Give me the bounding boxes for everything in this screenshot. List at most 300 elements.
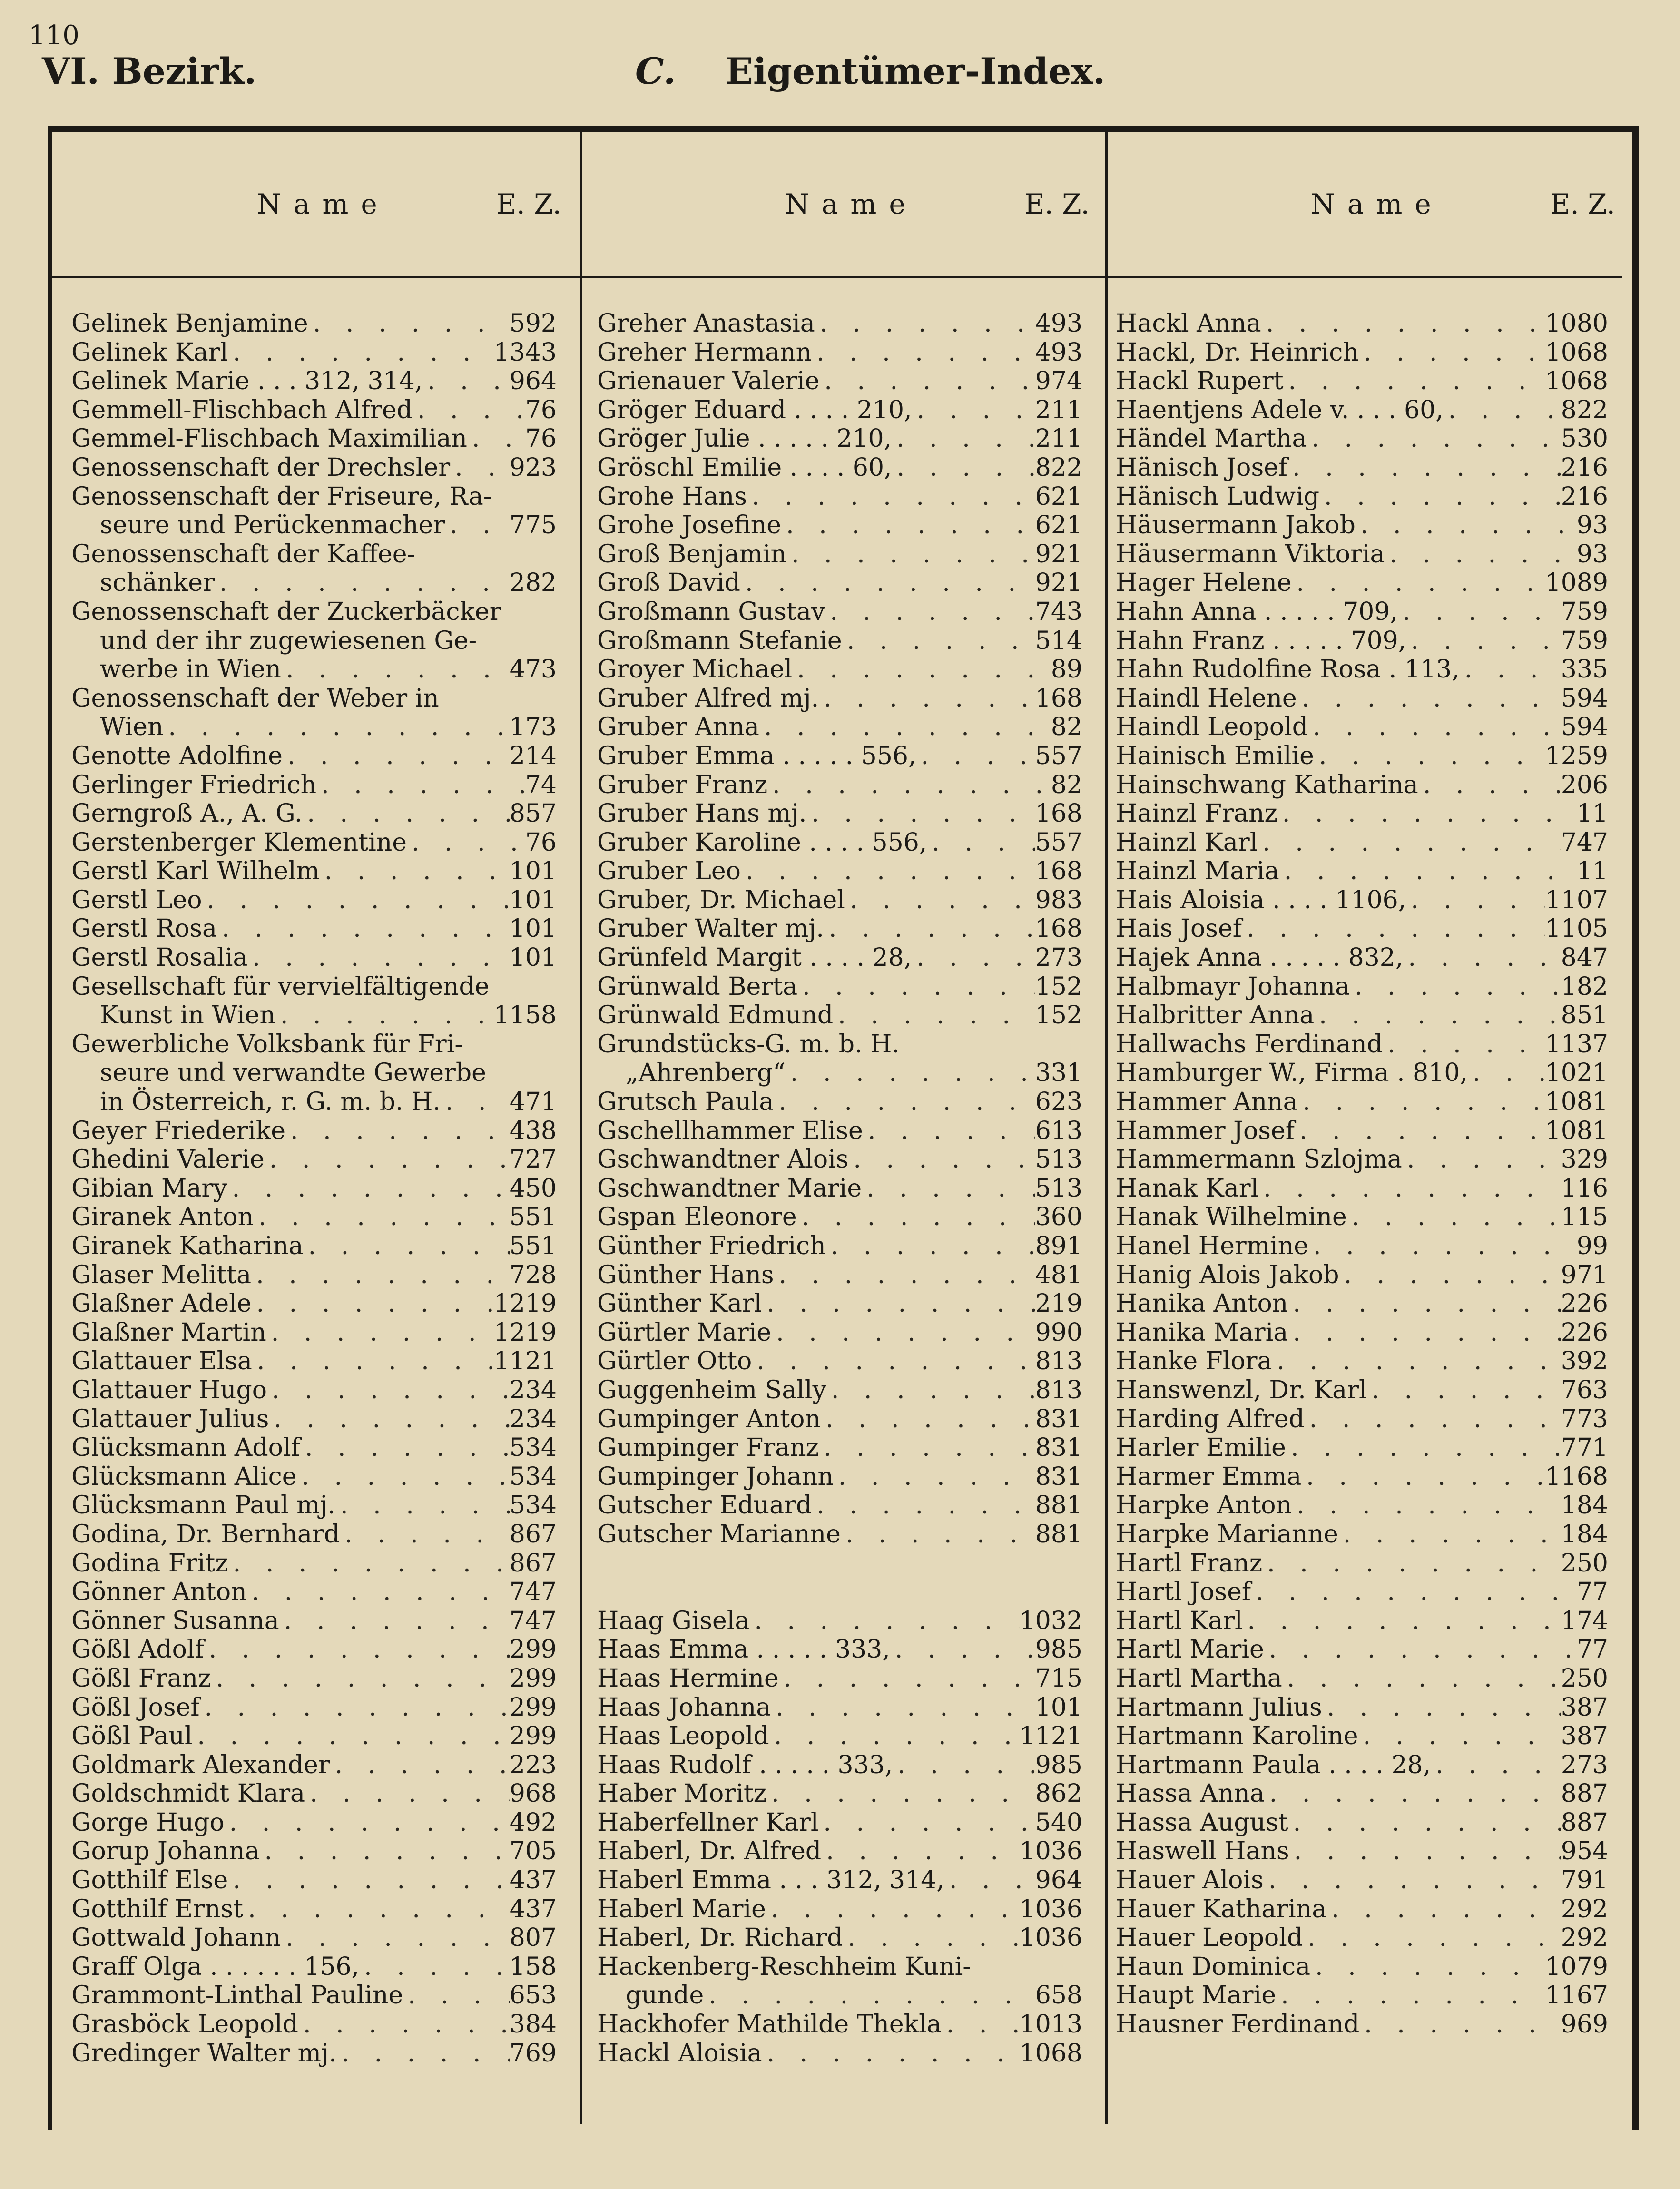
ez-number: 89 xyxy=(1051,655,1082,684)
leader-dots xyxy=(824,914,1035,943)
ez-number: 594 xyxy=(1561,684,1608,713)
leader-dots xyxy=(812,1491,1035,1520)
owner-name: Greher Anastasia xyxy=(597,309,815,338)
owner-name: Hanak Wilhelmine xyxy=(1116,1203,1347,1232)
owner-name: Hais Aloisia . . . . 1106, xyxy=(1116,885,1406,914)
ez-number: 216 xyxy=(1561,482,1608,511)
leader-dots xyxy=(1277,799,1577,828)
ez-number: 857 xyxy=(509,799,557,828)
index-entry xyxy=(1116,857,1608,886)
leader-dots xyxy=(826,1232,1035,1261)
owner-name: Hartmann Karoline xyxy=(1116,1722,1358,1751)
index-entry xyxy=(1116,309,1608,338)
owner-name: Hackl Rupert xyxy=(1116,367,1284,396)
owner-name: Gschwandtner Alois xyxy=(597,1145,849,1174)
owner-name: Gottwald Johann xyxy=(71,1924,281,1953)
index-entry xyxy=(71,367,557,396)
leader-dots xyxy=(1359,338,1545,367)
ez-number: 11 xyxy=(1576,857,1608,886)
leader-dots xyxy=(1289,1837,1561,1866)
owner-name: Hajek Anna . . . . . 832, xyxy=(1116,943,1404,972)
ez-number: 387 xyxy=(1561,1693,1608,1722)
owner-name: Gewerbliche Volksbank für Fri- xyxy=(71,1030,463,1059)
ez-number: 813 xyxy=(1035,1375,1082,1404)
ez-number: 831 xyxy=(1035,1433,1082,1463)
owner-name: Graff Olga . . . . . . 156, xyxy=(71,1952,360,1981)
owner-name: Haas Rudolf . . . . . 333, xyxy=(597,1750,893,1779)
ez-number: 727 xyxy=(509,1145,557,1174)
leader-dots xyxy=(1326,1895,1561,1924)
ez-number: 384 xyxy=(509,2010,557,2039)
index-entry xyxy=(1116,1405,1608,1434)
ez-number: 1259 xyxy=(1545,741,1608,770)
leader-dots xyxy=(252,1289,494,1318)
index-entry xyxy=(597,713,1082,742)
owner-name: Haindl Helene xyxy=(1116,684,1297,713)
ez-number: 471 xyxy=(509,1088,557,1117)
index-entry xyxy=(1116,1895,1608,1924)
owner-name: Gröger Eduard . . . . 210, xyxy=(597,395,912,424)
ez-number: 234 xyxy=(509,1375,557,1404)
index-entry xyxy=(1116,972,1608,1001)
leader-dots xyxy=(1261,309,1545,338)
index-entry xyxy=(71,1117,557,1146)
ez-number: 152 xyxy=(1035,1001,1082,1030)
leader-dots xyxy=(834,1463,1035,1492)
leader-dots xyxy=(819,684,1035,713)
ez-number: 152 xyxy=(1035,972,1082,1001)
index-entry xyxy=(71,1030,557,1059)
index-entry xyxy=(71,1405,557,1434)
section-title: Eigentümer-Index. xyxy=(726,50,1106,92)
index-entry xyxy=(71,482,557,511)
leader-dots xyxy=(1251,1578,1577,1607)
ez-number: 1032 xyxy=(1019,1606,1082,1635)
leader-dots xyxy=(275,1001,494,1030)
owner-name: Haupt Marie xyxy=(1116,1981,1277,2010)
owner-name: Halbmayr Johanna xyxy=(1116,972,1350,1001)
leader-dots xyxy=(1314,742,1545,771)
leader-dots xyxy=(204,1635,510,1664)
header-divider xyxy=(52,276,1622,278)
leader-dots xyxy=(740,569,1035,598)
leader-dots xyxy=(771,1693,1035,1722)
index-entry xyxy=(1116,1693,1608,1722)
owner-name: Hahn Anna . . . . . 709, xyxy=(1116,597,1398,626)
index-entry xyxy=(597,309,1082,338)
ez-number: 705 xyxy=(509,1837,557,1866)
owner-name: Hänisch Josef xyxy=(1116,453,1288,482)
owner-name: Haas Leopold xyxy=(597,1722,769,1751)
owner-name: Großmann Gustav xyxy=(597,597,825,626)
ez-number: 168 xyxy=(1035,799,1082,828)
ez-number: 219 xyxy=(1035,1289,1082,1318)
ez-number: 1081 xyxy=(1545,1116,1608,1145)
leader-dots xyxy=(316,771,525,800)
index-entry xyxy=(597,2010,1082,2039)
name-header: Name xyxy=(1311,188,1444,220)
owner-name: Giranek Anton xyxy=(71,1203,254,1232)
leader-dots xyxy=(1284,367,1545,396)
ez-number: 226 xyxy=(1561,1318,1608,1347)
owner-name: Goldmark Alexander xyxy=(71,1750,330,1779)
owner-name: Gerstl Leo xyxy=(71,885,202,914)
index-entry xyxy=(71,1664,557,1693)
owner-name: Hanika Maria xyxy=(1116,1318,1288,1347)
ez-number: 1081 xyxy=(1545,1088,1608,1117)
ez-number: 540 xyxy=(1035,1808,1082,1837)
ez-number: 747 xyxy=(1561,828,1608,857)
owner-name: Genossenschaft der Kaffee- xyxy=(71,540,416,569)
ez-number: 923 xyxy=(509,453,557,482)
ez-number: 273 xyxy=(1561,1750,1608,1779)
leader-dots xyxy=(407,828,525,857)
index-entry xyxy=(1116,684,1608,713)
index-entry xyxy=(597,1001,1082,1030)
index-entry xyxy=(1116,1635,1608,1664)
leader-dots xyxy=(320,857,510,886)
index-entry xyxy=(1116,1664,1608,1693)
ez-number: 299 xyxy=(509,1635,557,1664)
index-entry xyxy=(71,1779,557,1808)
index-entry xyxy=(1116,1289,1608,1318)
section-letter: C. xyxy=(635,50,676,92)
owner-name: Gschwandtner Marie xyxy=(597,1174,862,1203)
leader-dots xyxy=(247,1578,510,1607)
ez-number: 983 xyxy=(1035,885,1082,914)
owner-name: Hackhofer Mathilde Thekla xyxy=(597,2010,942,2039)
index-entry xyxy=(71,1895,557,1924)
owner-name: Haberl Marie xyxy=(597,1895,766,1924)
owner-name: Gschellhammer Elise xyxy=(597,1116,863,1145)
ez-number: 168 xyxy=(1035,914,1082,943)
index-entry xyxy=(597,1607,1082,1636)
ez-number: 1121 xyxy=(493,1347,557,1376)
ez-number: 822 xyxy=(1561,395,1608,424)
ez-number: 867 xyxy=(509,1549,557,1578)
ez-number: 990 xyxy=(1035,1318,1082,1347)
index-entry xyxy=(71,799,557,828)
index-entry xyxy=(597,742,1082,771)
leader-dots xyxy=(759,713,1051,742)
index-entry xyxy=(1116,1491,1608,1520)
leader-dots xyxy=(1258,1174,1561,1203)
index-entry xyxy=(1116,1578,1608,1607)
index-entry xyxy=(597,2039,1082,2068)
index-entry xyxy=(71,1001,557,1030)
owner-name: seure und verwandte Gewerbe xyxy=(100,1059,486,1088)
ez-number: 168 xyxy=(1035,857,1082,886)
ez-number: 77 xyxy=(1576,1578,1608,1607)
owner-name: Guggenheim Sally xyxy=(597,1375,826,1404)
owner-name: Grundstücks-G. m. b. H. xyxy=(597,1030,900,1059)
owner-name: Haag Gisela xyxy=(597,1606,750,1635)
ez-number: 763 xyxy=(1561,1375,1608,1404)
ez-number: 1158 xyxy=(493,1001,557,1030)
index-entry xyxy=(1116,396,1608,425)
index-entry xyxy=(597,1347,1082,1376)
ez-number: 534 xyxy=(509,1491,557,1520)
owner-name: Hartl Marie xyxy=(1116,1635,1264,1664)
owner-name: Hainisch Emilie xyxy=(1116,741,1314,770)
ez-number: 82 xyxy=(1051,770,1082,799)
owner-name: Hartl Josef xyxy=(1116,1578,1251,1607)
owner-name: Hammermann Szlojma xyxy=(1116,1145,1402,1174)
ez-number: 214 xyxy=(509,741,557,770)
ez-header: E. Z. xyxy=(1024,188,1090,220)
leader-dots xyxy=(450,453,510,482)
ez-number: 206 xyxy=(1561,770,1608,799)
ez-number: 101 xyxy=(1035,1693,1082,1722)
ez-number: 250 xyxy=(1561,1549,1608,1578)
index-entry xyxy=(71,1463,557,1492)
owner-name: Gibian Mary xyxy=(71,1174,227,1203)
index-entry xyxy=(71,1837,557,1866)
owner-name: Hackl Aloisia xyxy=(597,2039,762,2068)
owner-name: Hassa Anna xyxy=(1116,1779,1265,1808)
ez-number: 773 xyxy=(1561,1404,1608,1433)
owner-name: Gruber Leo xyxy=(597,857,741,886)
leader-dots xyxy=(806,799,1035,828)
ez-number: 954 xyxy=(1561,1837,1608,1866)
ez-number: 715 xyxy=(1035,1664,1082,1693)
index-entry xyxy=(597,1895,1082,1924)
ez-number: 1068 xyxy=(1545,338,1608,367)
index-entry xyxy=(597,569,1082,598)
index-entry xyxy=(71,1433,557,1463)
index-entry xyxy=(1116,627,1608,656)
owner-name: Hassa August xyxy=(1116,1808,1288,1837)
owner-name: Gruber Emma . . . . . 556, xyxy=(597,741,916,770)
index-entry xyxy=(1116,1145,1608,1174)
index-entry xyxy=(1116,598,1608,627)
ez-number: 292 xyxy=(1561,1895,1608,1924)
leader-dots xyxy=(797,1203,1035,1232)
leader-dots xyxy=(1292,569,1545,598)
leader-dots xyxy=(202,886,510,915)
ez-number: 964 xyxy=(1035,1866,1082,1895)
index-entry xyxy=(597,1866,1082,1895)
leader-dots xyxy=(942,2010,1020,2039)
index-entry xyxy=(71,2039,557,2068)
ez-number: 851 xyxy=(1561,1001,1608,1030)
index-entry xyxy=(1116,1347,1608,1376)
owner-name: Glücksmann Alice xyxy=(71,1462,297,1491)
owner-name: Hackl, Dr. Heinrich xyxy=(1116,338,1359,367)
index-entry xyxy=(597,1318,1082,1347)
ez-number: 813 xyxy=(1035,1347,1082,1376)
index-entry xyxy=(71,771,557,800)
owner-name: Giranek Katharina xyxy=(71,1232,304,1260)
ez-number: 184 xyxy=(1561,1491,1608,1520)
ez-number: 985 xyxy=(1035,1750,1082,1779)
ez-number: 728 xyxy=(509,1260,557,1289)
index-entry xyxy=(597,598,1082,627)
leader-dots xyxy=(749,1607,1019,1636)
index-entry xyxy=(1116,943,1608,972)
leader-dots xyxy=(815,309,1035,338)
leader-dots xyxy=(304,1232,510,1261)
index-entry xyxy=(71,886,557,915)
ez-number: 658 xyxy=(1035,1981,1082,2010)
index-entry xyxy=(1116,1030,1608,1059)
index-entry xyxy=(71,1924,557,1953)
leader-dots xyxy=(337,2039,510,2068)
index-entry xyxy=(597,1289,1082,1318)
leader-dots xyxy=(228,1866,510,1895)
ez-number: 1089 xyxy=(1545,569,1608,598)
index-entry xyxy=(597,482,1082,511)
ez-number: 592 xyxy=(509,309,557,338)
ez-number: 76 xyxy=(525,424,557,453)
owner-name: Hainschwang Katharina xyxy=(1116,770,1418,799)
index-entry xyxy=(597,1953,1082,1982)
index-entry xyxy=(597,828,1082,857)
index-entry xyxy=(1116,424,1608,453)
leader-dots xyxy=(833,1001,1035,1030)
index-entry xyxy=(597,1664,1082,1693)
index-entry xyxy=(597,1491,1082,1520)
leader-dots xyxy=(228,1549,510,1578)
leader-dots xyxy=(281,655,510,684)
index-entry xyxy=(71,1549,557,1578)
owner-name: Harpke Marianne xyxy=(1116,1520,1338,1549)
owner-name: Gruber, Dr. Michael xyxy=(597,885,845,914)
leader-dots xyxy=(762,1289,1035,1318)
owner-name: Hager Helene xyxy=(1116,569,1292,598)
index-entry xyxy=(597,396,1082,425)
leader-dots xyxy=(771,1318,1035,1347)
owner-name: Hackenberg-Reschheim Kuni- xyxy=(597,1952,971,1981)
leader-dots xyxy=(1350,972,1561,1001)
ez-number: 226 xyxy=(1561,1289,1608,1318)
owner-name: Grohe Hans xyxy=(597,482,747,511)
index-entry xyxy=(597,857,1082,886)
index-entry xyxy=(71,1491,557,1520)
ez-number: 1219 xyxy=(493,1289,557,1318)
owner-name: Gspan Eleonore xyxy=(597,1203,797,1232)
owner-name: Gemmel-Flischbach Maximilian xyxy=(71,424,467,453)
ez-number: 335 xyxy=(1561,655,1608,684)
index-entry xyxy=(1116,771,1608,800)
owner-name: Grünfeld Margit . . . . 28, xyxy=(597,943,912,972)
leader-dots xyxy=(1288,1808,1561,1837)
owner-name: Hainzl Karl xyxy=(1116,828,1258,857)
leader-dots xyxy=(774,1261,1035,1290)
index-entry xyxy=(71,857,557,886)
owner-name: Harler Emilie xyxy=(1116,1433,1286,1463)
owner-name: Hallwachs Ferdinand xyxy=(1116,1030,1383,1059)
leader-dots xyxy=(285,1117,510,1146)
ez-number: 613 xyxy=(1035,1116,1082,1145)
index-entry xyxy=(1116,1318,1608,1347)
index-entry xyxy=(597,1693,1082,1722)
ez-number: 158 xyxy=(509,1952,557,1981)
ez-number: 807 xyxy=(509,1924,557,1953)
column-divider xyxy=(580,131,582,2124)
owner-name: Hanel Hermine xyxy=(1116,1232,1308,1260)
owner-name: Grienauer Valerie xyxy=(597,367,820,396)
owner-name: Grünwald Berta xyxy=(597,972,798,1001)
owner-name: Hainzl Franz xyxy=(1116,799,1277,828)
index-entry xyxy=(1116,338,1608,367)
ez-number: 822 xyxy=(1035,453,1082,482)
ez-number: 514 xyxy=(1035,626,1082,655)
ez-header: E. Z. xyxy=(496,188,561,220)
ez-number: 557 xyxy=(1035,741,1082,770)
index-entry xyxy=(597,511,1082,540)
ez-number: 93 xyxy=(1576,511,1608,540)
ez-number: 74 xyxy=(525,770,557,799)
ez-number: 530 xyxy=(1561,424,1608,453)
ez-number: 116 xyxy=(1561,1174,1608,1203)
leader-dots xyxy=(843,1924,1019,1953)
owner-name: gunde xyxy=(626,1981,704,2010)
index-entry xyxy=(71,453,557,482)
leader-dots xyxy=(841,1520,1035,1549)
owner-name: Hauer Leopold xyxy=(1116,1924,1303,1953)
owner-name: Gumpinger Anton xyxy=(597,1404,821,1433)
index-entry xyxy=(1116,1607,1608,1636)
owner-name: Gerngroß A., A. G. xyxy=(71,799,303,828)
index-entry xyxy=(71,655,557,684)
owner-name: Glattauer Hugo xyxy=(71,1375,267,1404)
index-entry xyxy=(1116,1261,1608,1290)
owner-name: Gemmell-Flischbach Alfred xyxy=(71,395,413,424)
leader-dots xyxy=(927,828,1035,857)
leader-dots xyxy=(819,367,1035,396)
leader-dots xyxy=(1297,684,1561,713)
owner-name: Hausner Ferdinand xyxy=(1116,2010,1360,2039)
owner-name: Gönner Susanna xyxy=(71,1606,279,1635)
ez-number: 184 xyxy=(1561,1520,1608,1549)
ez-number: 1036 xyxy=(1019,1895,1082,1924)
leader-dots xyxy=(1307,424,1561,453)
ez-number: 557 xyxy=(1035,828,1082,857)
index-entry xyxy=(597,972,1082,1001)
leader-dots xyxy=(1308,1232,1577,1261)
leader-dots xyxy=(821,1405,1035,1434)
leader-dots xyxy=(247,943,509,972)
leader-dots xyxy=(211,1664,510,1693)
ez-number: 82 xyxy=(1051,713,1082,742)
ez-number: 101 xyxy=(509,885,557,914)
ez-number: 1013 xyxy=(1019,2010,1082,2039)
index-entry xyxy=(597,367,1082,396)
page-number: 110 xyxy=(29,20,79,51)
index-entry xyxy=(597,1837,1082,1866)
owner-name: Glattauer Elsa xyxy=(71,1347,252,1376)
owner-name: Hahn Franz . . . . . 709, xyxy=(1116,626,1406,655)
owner-name: Hartl Franz xyxy=(1116,1549,1263,1578)
index-entry xyxy=(597,914,1082,943)
owner-name: Gröger Julie . . . . . 210, xyxy=(597,424,892,453)
index-entry xyxy=(71,972,557,1001)
leader-dots xyxy=(281,1924,510,1953)
index-entry xyxy=(597,1174,1082,1203)
index-entry xyxy=(597,424,1082,453)
ez-number: 174 xyxy=(1561,1606,1608,1635)
leader-dots xyxy=(1286,1433,1561,1463)
leader-dots xyxy=(752,1347,1035,1376)
leader-dots xyxy=(774,1088,1035,1117)
leader-dots xyxy=(305,1779,510,1808)
owner-name: Hartl Karl xyxy=(1116,1606,1243,1635)
owner-name: Gorup Johanna xyxy=(71,1837,260,1866)
owner-name: Gutscher Marianne xyxy=(597,1520,841,1549)
ez-number: 450 xyxy=(509,1174,557,1203)
owner-name: Haentjens Adele v. . . . 60, xyxy=(1116,395,1444,424)
